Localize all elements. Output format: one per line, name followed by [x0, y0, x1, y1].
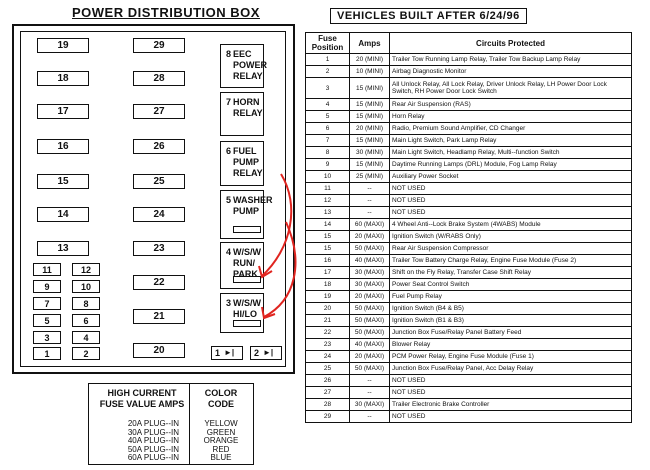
circuits-cell: NOT USED: [390, 375, 632, 387]
fuse-position-cell: 11: [306, 183, 350, 195]
circuits-cell: Ignition Switch (B1 & B3): [390, 315, 632, 327]
diode-symbol: ►|: [224, 348, 235, 357]
amps-cell: 15 (MINI): [350, 135, 390, 147]
fuse-position-cell: 2: [306, 66, 350, 78]
fuse-14: 14: [37, 207, 89, 222]
circuits-cell: PCM Power Relay, Engine Fuse Module (Fuse 1): [390, 351, 632, 363]
fuse-27: 27: [133, 104, 185, 119]
circuits-cell: Rear Air Suspension Compressor: [390, 243, 632, 255]
circuits-cell: Main Light Switch, Park Lamp Relay: [390, 135, 632, 147]
circuits-cell: Daytime Running Lamps (DRL) Module, Fog Lamp Relay: [390, 159, 632, 171]
fuse-23: 23: [133, 241, 185, 256]
fuse-9: 9: [33, 280, 61, 293]
circuits-cell: Trailer Electronic Brake Controller: [390, 399, 632, 411]
legend-plug: 30A PLUG--IN: [127, 427, 179, 437]
fuse-position-cell: 20: [306, 303, 350, 315]
circuits-cell: Ignition Switch (W/RABS Only): [390, 231, 632, 243]
legend-plug: 40A PLUG--IN: [127, 436, 179, 446]
relay-number: 7: [226, 97, 232, 107]
fuse-25: 25: [133, 174, 185, 189]
fuse-position-cell: 15: [306, 231, 350, 243]
amps-cell: 15 (MINI): [350, 111, 390, 123]
amps-cell: --: [350, 387, 390, 399]
relay-number: 3: [226, 298, 232, 308]
circuits-cell: Main Light Switch, Headlamp Relay, Multi--function Switch: [390, 147, 632, 159]
fuse-position-cell: 27: [306, 387, 350, 399]
amps-cell: --: [350, 375, 390, 387]
circuits-cell: NOT USED: [390, 195, 632, 207]
fuse-7: 7: [33, 297, 61, 310]
fuse-position-cell: 4: [306, 99, 350, 111]
table-header-0: Fuse Position: [306, 33, 350, 54]
legend-color: GREEN: [206, 427, 236, 437]
amps-cell: 15 (MINI): [350, 78, 390, 99]
diode-number: 1: [215, 348, 221, 358]
circuits-cell: 4 Wheel Anti--Lock Brake System (4WABS) Module: [390, 219, 632, 231]
amps-cell: 30 (MAXI): [350, 399, 390, 411]
fuse-position-cell: 5: [306, 111, 350, 123]
circuits-cell: All Unlock Relay, All Lock Relay, Driver Unlock Relay, LH Power Door Lock Switch, RH Power Door Lock Switch: [390, 78, 632, 99]
legend-color: ORANGE: [203, 436, 239, 446]
fuse-3: 3: [33, 331, 61, 344]
fuse-13: 13: [37, 241, 89, 256]
fuse-26: 26: [133, 139, 185, 154]
fuse-position-cell: 1: [306, 54, 350, 66]
relay-label: HORN RELAY: [233, 97, 263, 118]
table-header-2: Circuits Protected: [390, 33, 632, 54]
amps-cell: 20 (MAXI): [350, 351, 390, 363]
amps-cell: 40 (MAXI): [350, 255, 390, 267]
circuits-cell: Blower Relay: [390, 339, 632, 351]
table-header-1: Amps: [350, 33, 390, 54]
amps-cell: 40 (MAXI): [350, 339, 390, 351]
fuse-18: 18: [37, 71, 89, 86]
legend-header-color: COLOR CODE: [204, 388, 238, 409]
circuits-cell: Power Seat Control Switch: [390, 279, 632, 291]
circuits-cell: Fuel Pump Relay: [390, 291, 632, 303]
fuse-5: 5: [33, 314, 61, 327]
circuits-cell: Junction Box Fuse/Relay Panel Battery Feed: [390, 327, 632, 339]
fuse-position-cell: 25: [306, 363, 350, 375]
circuits-cell: Rear Air Suspension (RAS): [390, 99, 632, 111]
legend-header-fuse: HIGH CURRENT FUSE VALUE AMPS: [99, 388, 185, 409]
box-title: POWER DISTRIBUTION BOX: [72, 5, 260, 20]
table-title: VEHICLES BUILT AFTER 6/24/96: [330, 8, 527, 24]
circuits-cell: Trailer Tow Battery Charge Relay, Engine Fuse Module (Fuse 2): [390, 255, 632, 267]
fuse-10: 10: [72, 280, 100, 293]
fuse-position-cell: 10: [306, 171, 350, 183]
fuse-20: 20: [133, 343, 185, 358]
fuse-position-cell: 17: [306, 267, 350, 279]
relay-label: FUEL PUMP RELAY: [233, 146, 263, 178]
fuse-position-cell: 16: [306, 255, 350, 267]
circuits-cell: Trailer Tow Running Lamp Relay, Trailer Tow Backup Lamp Relay: [390, 54, 632, 66]
fuse-position-cell: 3: [306, 78, 350, 99]
fuse-position-cell: 29: [306, 411, 350, 423]
fuse-6: 6: [72, 314, 100, 327]
relay-number: 4: [226, 247, 232, 257]
circuits-cell: Airbag Diagnostic Monitor: [390, 66, 632, 78]
relay-label: EEC POWER RELAY: [233, 49, 268, 81]
legend-plug: 60A PLUG--IN: [127, 453, 179, 463]
amps-cell: 15 (MINI): [350, 159, 390, 171]
fuse-17: 17: [37, 104, 89, 119]
circuits-cell: NOT USED: [390, 387, 632, 399]
relay-number: 8: [226, 49, 232, 59]
circuits-cell: Junction Box Fuse/Relay Panel, Acc Delay Relay: [390, 363, 632, 375]
fuse-position-cell: 24: [306, 351, 350, 363]
fuse-position-cell: 26: [306, 375, 350, 387]
legend-color: BLUE: [210, 453, 232, 463]
amps-cell: --: [350, 207, 390, 219]
legend-color: RED: [212, 444, 230, 454]
amps-cell: 25 (MINI): [350, 171, 390, 183]
relay-number: 5: [226, 195, 232, 205]
fuse-8: 8: [72, 297, 100, 310]
relay-label: W/S/W RUN/ PARK: [233, 247, 261, 279]
amps-cell: 30 (MAXI): [350, 267, 390, 279]
legend-color: YELLOW: [204, 419, 238, 428]
fuse-position-cell: 21: [306, 315, 350, 327]
diode-symbol: ►|: [263, 348, 274, 357]
amps-cell: --: [350, 195, 390, 207]
fuse-16: 16: [37, 139, 89, 154]
circuits-cell: NOT USED: [390, 207, 632, 219]
amps-cell: 60 (MAXI): [350, 219, 390, 231]
fuse-position-cell: 13: [306, 207, 350, 219]
fuse-22: 22: [133, 275, 185, 290]
amps-cell: 20 (MINI): [350, 123, 390, 135]
amps-cell: --: [350, 411, 390, 423]
fuse-28: 28: [133, 71, 185, 86]
relay-label: W/S/W HI/LO: [233, 298, 261, 319]
fuse-position-cell: 22: [306, 327, 350, 339]
fuse-12: 12: [72, 263, 100, 276]
fuse-11: 11: [33, 263, 61, 276]
fuse-21: 21: [133, 309, 185, 324]
circuits-cell: Horn Relay: [390, 111, 632, 123]
fuse-24: 24: [133, 207, 185, 222]
fuse-position-cell: 9: [306, 159, 350, 171]
fuse-position-cell: 23: [306, 339, 350, 351]
circuits-cell: NOT USED: [390, 411, 632, 423]
amps-cell: 50 (MAXI): [350, 243, 390, 255]
fuse-position-cell: 18: [306, 279, 350, 291]
fuse-position-cell: 12: [306, 195, 350, 207]
amps-cell: 50 (MAXI): [350, 327, 390, 339]
fuse-19: 19: [37, 38, 89, 53]
amps-cell: 15 (MINI): [350, 99, 390, 111]
fuse-15: 15: [37, 174, 89, 189]
fuse-2: 2: [72, 347, 100, 360]
fuse-position-cell: 15: [306, 243, 350, 255]
legend-plug: 50A PLUG--IN: [127, 444, 179, 454]
fuse-4: 4: [72, 331, 100, 344]
amps-cell: --: [350, 183, 390, 195]
fuse-position-cell: 7: [306, 135, 350, 147]
fuse-29: 29: [133, 38, 185, 53]
circuits-cell: Auxiliary Power Socket: [390, 171, 632, 183]
amps-cell: 50 (MAXI): [350, 315, 390, 327]
fuse-position-cell: 6: [306, 123, 350, 135]
circuits-cell: Ignition Switch (B4 & B5): [390, 303, 632, 315]
fuse-1: 1: [33, 347, 61, 360]
amps-cell: 20 (MINI): [350, 54, 390, 66]
circuits-cell: Radio, Premium Sound Amplifier, CD Changer: [390, 123, 632, 135]
legend-plug: 20A PLUG--IN: [127, 419, 179, 428]
circuits-cell: Shift on the Fly Relay, Transfer Case Shift Relay: [390, 267, 632, 279]
amps-cell: 50 (MAXI): [350, 363, 390, 375]
diode-number: 2: [254, 348, 260, 358]
amps-cell: 10 (MINI): [350, 66, 390, 78]
circuits-cell: NOT USED: [390, 183, 632, 195]
fuse-position-cell: 14: [306, 219, 350, 231]
amps-cell: 30 (MAXI): [350, 279, 390, 291]
relay-number: 6: [226, 146, 232, 156]
amps-cell: 30 (MINI): [350, 147, 390, 159]
fuse-position-cell: 28: [306, 399, 350, 411]
fuse-position-cell: 8: [306, 147, 350, 159]
amps-cell: 20 (MAXI): [350, 291, 390, 303]
relay-label: WASHER PUMP: [233, 195, 273, 216]
amps-cell: 20 (MAXI): [350, 231, 390, 243]
amps-cell: 50 (MAXI): [350, 303, 390, 315]
annotation-arrowhead-lower: [262, 307, 275, 318]
fuse-position-cell: 19: [306, 291, 350, 303]
